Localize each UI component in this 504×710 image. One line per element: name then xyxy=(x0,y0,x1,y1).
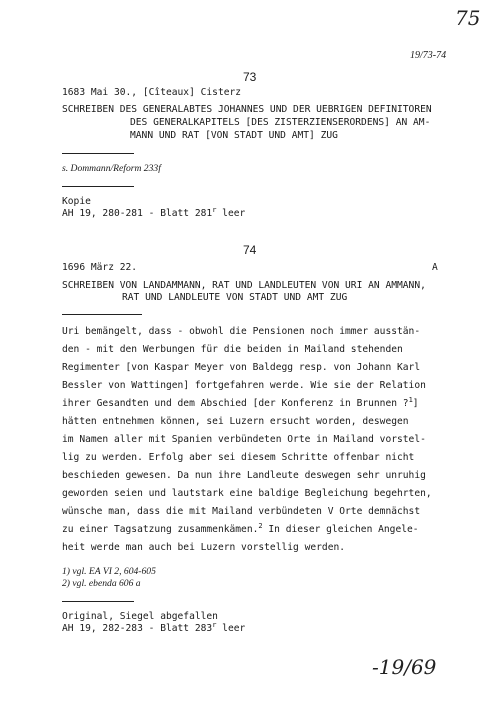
body-line: zu einer Tagsatzung zusammenkämen.$^2$ In dieser gleichen Angele- xyxy=(62,522,419,535)
footnote-ref: 1 xyxy=(408,396,413,404)
doc73-date-line: 1683 Mai 30., [Cîteaux] Cisterz xyxy=(62,87,242,98)
doc73-title-line: MANN UND RAT [VON STADT UND AMT] ZUG xyxy=(130,130,338,141)
doc74-title-line: SCHREIBEN VON LANDAMMANN, RAT UND LANDLEUTEN VON URI AN AMMANN, xyxy=(62,280,426,291)
document-number-74: 74 xyxy=(243,243,257,257)
body-line: lig zu werden. Erfolg aber sei diesem Schritte offenbar nicht xyxy=(62,452,415,463)
doc73-title-line: SCHREIBEN DES GENERALABTES JOHANNES UND DER UEBRIGEN DEFINITOREN xyxy=(62,104,432,115)
doc74-marker: A xyxy=(432,262,438,273)
body-line: Regimenter [von Kaspar Meyer von Baldegg resp. von Johann Karl xyxy=(62,362,421,373)
body-line: beschieden gewesen. Da nun ihre Landleute deswegen sehr unruhig xyxy=(62,470,426,481)
body-line: im Namen aller mit Spanien verbündeten Orte in Mailand vorstel- xyxy=(62,434,426,445)
body-line: Bessler von Wattingen] fortgefahren werde. Wie sie der Relation xyxy=(62,380,426,391)
page-number-handwritten: -19/69 xyxy=(372,655,437,679)
folio-number-handwritten: 75 xyxy=(455,6,481,30)
doc74-source-ref: AH 19, 282-283 - Blatt 283$^r$ leer xyxy=(62,621,246,634)
separator-rule xyxy=(62,153,134,154)
doc73-source-label: Kopie xyxy=(62,196,91,207)
doc73-literature-note: s. Dommann/Reform 233f xyxy=(62,163,161,174)
separator-rule xyxy=(62,314,142,315)
body-line: den - mit den Werbungen für die beiden in Mailand stehenden xyxy=(62,344,403,355)
doc74-date-line: 1696 März 22. xyxy=(62,262,138,273)
footnote: 2) vgl. ebenda 606 a xyxy=(62,578,141,589)
body-line: ihrer Gesandten und dem Abschied [der Konferenz in Brunnen ?$^1$] xyxy=(62,396,419,409)
body-line: heit werde man auch bei Luzern vorstellig werden. xyxy=(62,542,346,553)
footnote-ref: 2 xyxy=(258,522,263,530)
document-number-73: 73 xyxy=(243,70,257,84)
body-line: wünsche man, dass die mit Mailand verbündeten V Orte demnächst xyxy=(62,506,421,517)
body-line: geworden seien und lautstark eine baldige Begleichung begehrten, xyxy=(62,488,432,499)
doc74-source-label: Original, Siegel abgefallen xyxy=(62,611,218,622)
reference-number: 19/73-74 xyxy=(410,50,447,61)
footnote: 1) vgl. EA VI 2, 604-605 xyxy=(62,566,156,577)
body-line: hätten entnehmen können, sei Luzern ersucht worden, deswegen xyxy=(62,416,409,427)
separator-rule xyxy=(62,186,134,187)
body-line: Uri bemängelt, dass - obwohl die Pensionen noch immer ausstän- xyxy=(62,326,421,337)
separator-rule xyxy=(62,601,134,602)
doc73-source-ref: AH 19, 280-281 - Blatt 281$^r$ leer xyxy=(62,206,246,219)
doc74-title-line: RAT UND LANDLEUTE VON STADT UND AMT ZUG xyxy=(122,292,348,303)
doc73-title-line: DES GENERALKAPITELS [DES ZISTERZIENSERORDENS] AN AM- xyxy=(130,117,431,128)
